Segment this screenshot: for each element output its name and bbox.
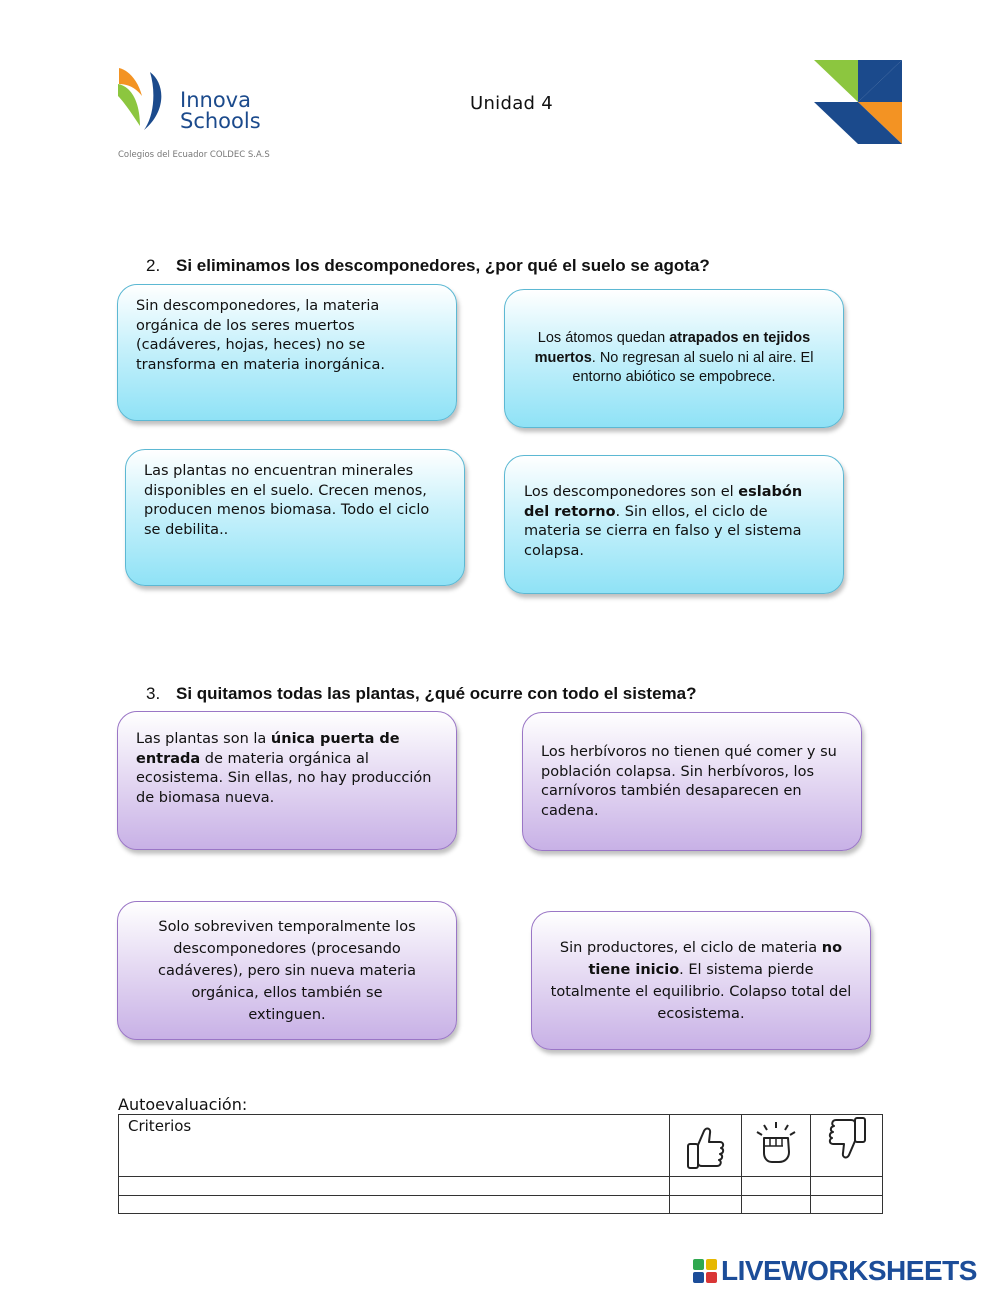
question-3	[146, 684, 697, 704]
table-cell[interactable]	[742, 1196, 811, 1214]
q2-card-4-text-b: . Sin ellos, el ciclo de materia se cierra en falso y el sistema colapsa.	[524, 503, 802, 559]
corner-triangles-logo	[812, 58, 904, 144]
table-cell[interactable]	[119, 1177, 670, 1196]
question-2	[146, 256, 710, 276]
fist-icon	[753, 1120, 799, 1166]
logo-line-1: Innova	[180, 88, 251, 112]
q3-card-1	[117, 711, 457, 850]
q2-card-2	[504, 289, 844, 428]
q3-card-1-text-a: Las plantas son la	[136, 731, 271, 747]
q3-card-1-text-b: de materia orgánica al ecosistema. Sin ellas, no hay producción de biomasa nueva.	[136, 750, 432, 806]
table-row	[119, 1196, 883, 1214]
q3-card-4-text-b: . El sistema pierde totalmente el equilibrio. Colapso total del ecosistema.	[550, 961, 852, 1022]
self-assessment-label: Autoevaluación:	[118, 1095, 248, 1114]
q2-card-2-text-a: Los átomos quedan	[537, 330, 670, 347]
question-3-text: Si quitamos todas las plantas, ¿qué ocurre con todo el sistema?	[176, 684, 697, 703]
innova-logo-mark	[116, 66, 178, 134]
unit-title: Unidad 4	[470, 93, 554, 114]
q2-card-2-text-b: . No regresan al suelo ni al aire. El entorno abiótico se empobrece.	[572, 349, 814, 386]
logo-line-2: Schools	[180, 109, 261, 133]
q3-card-1-bold: única puerta de entrada	[136, 731, 400, 767]
q2-card-4-bold: eslabón del retorno	[524, 484, 803, 520]
q2-card-2-bold: atrapados en tejidos muertos	[534, 330, 811, 366]
question-2-text: Si eliminamos los descomponedores, ¿por qué el suelo se agota?	[176, 256, 710, 275]
question-2-number: 2.	[146, 256, 161, 275]
q3-card-4	[531, 911, 871, 1050]
fist-cell[interactable]	[742, 1115, 811, 1177]
thumbs-up-icon	[684, 1125, 728, 1171]
q2-card-3-text: Las plantas no encuentran minerales disponibles en el suelo. Crecen menos, producen menos biomasa. Todo el ciclo se debilita..	[144, 463, 430, 538]
table-header-row	[119, 1115, 883, 1177]
question-3-number: 3.	[146, 684, 161, 703]
table-cell[interactable]	[119, 1196, 670, 1214]
self-assessment-table	[118, 1114, 883, 1214]
q3-card-2	[522, 712, 862, 851]
q3-card-3	[117, 901, 457, 1040]
table-cell[interactable]	[670, 1177, 742, 1196]
q2-card-4-text-a: Los descomponedores son el	[524, 484, 739, 500]
liveworksheets-text: LIVEWORKSHEETS	[721, 1255, 977, 1286]
table-cell[interactable]	[811, 1177, 883, 1196]
q3-card-4-bold: no tiene inicio	[588, 939, 843, 978]
liveworksheets-brand	[692, 1255, 977, 1287]
table-cell[interactable]	[742, 1177, 811, 1196]
q2-card-1-text: Sin descomponedores, la materia orgánica de los seres muertos (cadáveres, hojas, heces) no se transforma en materia inorgánica.	[136, 298, 385, 373]
q3-card-2-text: Los herbívoros no tienen qué comer y su población colapsa. Sin herbívoros, los carnívoros también desaparecen en cadena.	[541, 744, 837, 819]
logo-wordmark	[180, 90, 261, 132]
table-cell[interactable]	[811, 1196, 883, 1214]
logo-subtitle: Colegios del Ecuador COLDEC S.A.S	[118, 150, 270, 160]
liveworksheets-logo-icon	[692, 1258, 718, 1284]
q2-card-4	[504, 455, 844, 594]
thumbs-down-icon	[825, 1115, 869, 1161]
q3-card-4-text-a: Sin productores, el ciclo de materia	[559, 939, 822, 956]
q2-card-1	[117, 284, 457, 421]
thumbs-up-cell[interactable]	[670, 1115, 742, 1177]
table-cell[interactable]	[670, 1196, 742, 1214]
thumbs-down-cell[interactable]	[811, 1115, 883, 1177]
q3-card-3-text: Solo sobreviven temporalmente los descomponedores (procesando cadáveres), pero sin nueva materia orgánica, ellos también se extinguen.	[158, 918, 416, 1023]
q2-card-3	[125, 449, 465, 586]
table-row	[119, 1177, 883, 1196]
criteria-header: Criterios	[119, 1115, 670, 1177]
